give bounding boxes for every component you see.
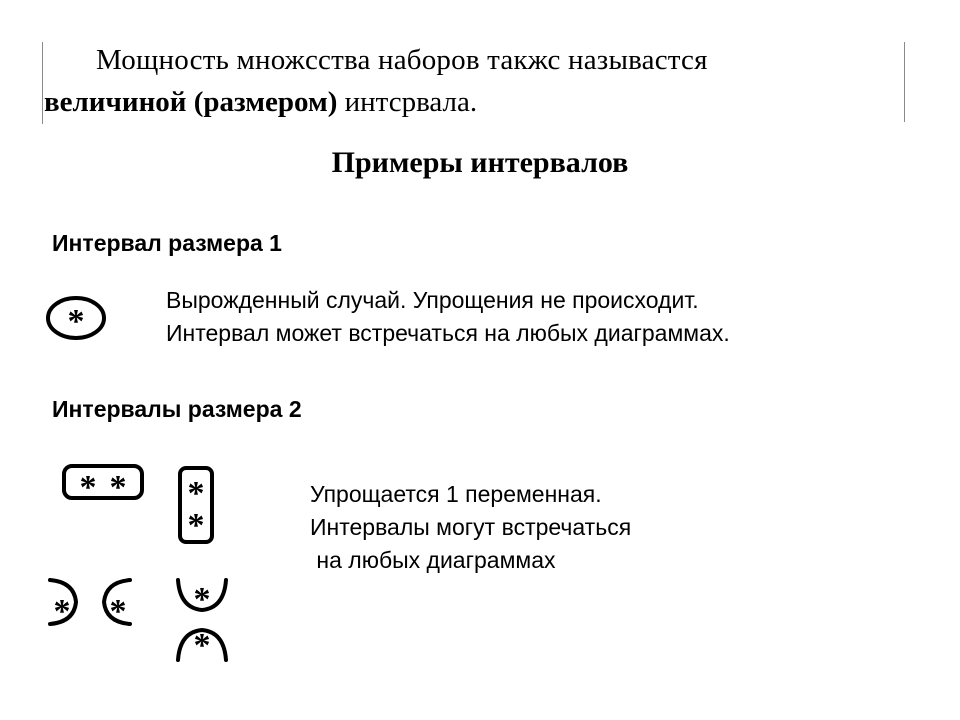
wrap-horizontal-star-1: * — [53, 593, 71, 630]
interval-wrap-vertical — [174, 578, 232, 662]
section1-line-2: Интервал может встречаться на любых диаграммах. — [166, 320, 730, 346]
section1-heading: Интервал размера 1 — [52, 230, 282, 256]
wrap-vertical-star-2: * — [193, 627, 211, 664]
section2-line-1: Упрощается 1 переменная. — [310, 481, 602, 507]
scan-left-edge — [42, 42, 43, 124]
scan-right-edge — [904, 42, 905, 122]
definition-line-1: Мощность множcства наборов такжс называстся — [96, 44, 708, 76]
interval-wrap-horizontal — [48, 576, 138, 628]
wrap-vertical-star-1: * — [193, 581, 211, 618]
examples-title: Примеры интервалов — [331, 146, 629, 179]
horizontal-pair-frame — [64, 466, 142, 498]
section2-line-3: на любых диаграммах — [310, 547, 556, 573]
horizontal-pair-star-1: * — [79, 469, 97, 506]
interval-size1-symbol — [44, 294, 108, 342]
interval-horizontal-pair — [62, 464, 146, 504]
definition-term: величиной (размером) — [44, 86, 338, 118]
section2-text — [310, 478, 631, 577]
horizontal-pair-star-2: * — [109, 469, 127, 506]
section1-text — [166, 284, 730, 350]
vertical-pair-star-2: * — [187, 507, 205, 544]
section2-line-2: Интервалы могут встречаться — [310, 514, 632, 540]
interval-vertical-pair — [178, 466, 218, 546]
interval-size1-star: * — [67, 303, 85, 340]
section2-heading: Интервалы размера 2 — [52, 396, 302, 422]
wrap-horizontal-star-2: * — [109, 593, 127, 630]
section1-line-1: Вырожденный случай. Упрощения не происходит. — [166, 287, 699, 313]
definition-rest: интсрвала. — [337, 86, 478, 118]
vertical-pair-star-1: * — [187, 475, 205, 512]
definition-line-2 — [44, 86, 477, 119]
